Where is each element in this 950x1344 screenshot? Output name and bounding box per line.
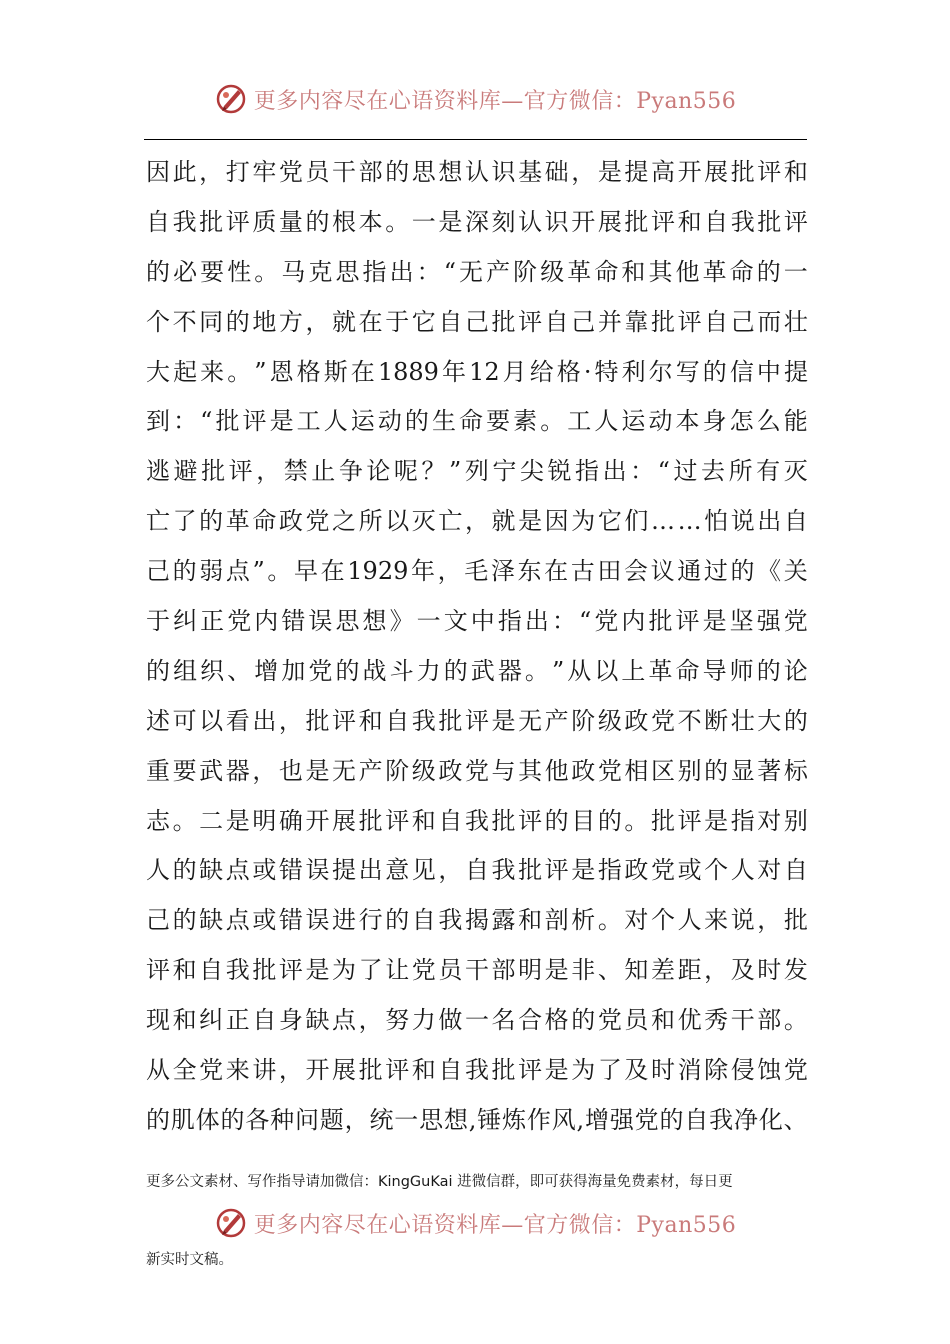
body-line: 的 肌 体 的 各 种 问 题 ， 统 一 思 想 , 锤 炼 作 风 , 增 强 党 的 自 我 净 化 、 (146, 1105, 808, 1134)
body-line: 述 可 以 看 出 ， 批 评 和 自 我 批 评 是 无 产 阶 级 政 党 不 断 壮 大 的 (146, 706, 808, 735)
body-line: 己 的 弱 点 ” 。 早 在 1929 年 ， 毛 泽 东 在 古 田 会 议 通 过 的 《 关 (146, 557, 808, 586)
body-line: 的 必 要 性 。 马 克 思 指 出 ： “ 无 产 阶 级 革 命 和 其 他 革 命 的 一 (146, 257, 808, 286)
body-line: 逃 避 批 评 ， 禁 止 争 论 呢 ？ ” 列 宁 尖 锐 指 出 ： “ 过 去 所 有 灭 (146, 457, 808, 486)
body-line: 人 的 缺 点 或 错 误 提 出 意 见 ， 自 我 批 评 是 指 政 党 或 个 人 对 自 (146, 856, 808, 885)
body-line: 己 的 缺 点 或 错 误 进 行 的 自 我 揭 露 和 剖 析 。 对 个 人 来 说 ， 批 (146, 906, 808, 935)
watermark-text: 更多内容尽在心语资料库—官方微信：Pyan556 (253, 1212, 737, 1238)
body-line: 自 我 批 评 质 量 的 根 本 。 一 是 深 刻 认 识 开 展 批 评 和 自 我 批 评 (146, 207, 808, 236)
body-line: 因 此 ， 打 牢 党 员 干 部 的 思 想 认 识 基 础 ， 是 提 高 开 展 批 评 和 (146, 158, 808, 186)
body-line: 到 ： “ 批 评 是 工 人 运 动 的 生 命 要 素 。 工 人 运 动 本 身 怎 么 能 (146, 407, 808, 436)
body-line: 于 纠 正 党 内 错 误 思 想 》 一 文 中 指 出 ： “ 党 内 批 评 是 坚 强 党 (146, 607, 808, 636)
footer-watermark (0, 1206, 950, 1240)
body-line: 重 要 武 器 ， 也 是 无 产 阶 级 政 党 与 其 他 政 党 相 区 别 的 显 著 标 (146, 756, 808, 785)
footer-note: 更多公文素材、写作指导请加微信：KingGuKai 进微信群，即可获得海量免费素材，每日更 (146, 1174, 733, 1190)
footer-note-continued: 新实时文稿。 (146, 1252, 233, 1268)
body-line: 的 组 织 、 增 加 党 的 战 斗 力 的 武 器 。 ” 从 以 上 革 命 导 师 的 论 (146, 656, 808, 685)
pen-circle-logo-icon (214, 1206, 248, 1240)
header-divider (144, 139, 807, 140)
body-line: 个 不 同 的 地 方 ， 就 在 于 它 自 己 批 评 自 己 并 靠 批 评 自 己 而 壮 (146, 307, 808, 336)
body-line: 评 和 自 我 批 评 是 为 了 让 党 员 干 部 明 是 非 、 知 差 距 ， 及 时 发 (146, 956, 808, 985)
body-line: 从 全 党 来 讲 ， 开 展 批 评 和 自 我 批 评 是 为 了 及 时 消 除 侵 蚀 党 (146, 1056, 808, 1085)
watermark-text: 更多内容尽在心语资料库—官方微信：Pyan556 (253, 88, 737, 114)
body-line: 志 。 二 是 明 确 开 展 批 评 和 自 我 批 评 的 目 的 。 批 评 是 指 对 别 (146, 806, 808, 835)
body-line: 大 起 来 。 ” 恩 格 斯 在 1889 年 12 月 给 格 · 特 利 尔 写 的 信 中 提 (146, 357, 808, 386)
header-watermark (0, 82, 950, 116)
body-line: 亡 了 的 革 命 政 党 之 所 以 灭 亡 ， 就 是 因 为 它 们 … … 怕 说 出 自 (146, 507, 808, 536)
document-body (146, 148, 808, 1146)
body-line: 现 和 纠 正 自 身 缺 点 ， 努 力 做 一 名 合 格 的 党 员 和 优 秀 干 部 。 (146, 1006, 808, 1035)
pen-circle-logo-icon (214, 82, 248, 116)
